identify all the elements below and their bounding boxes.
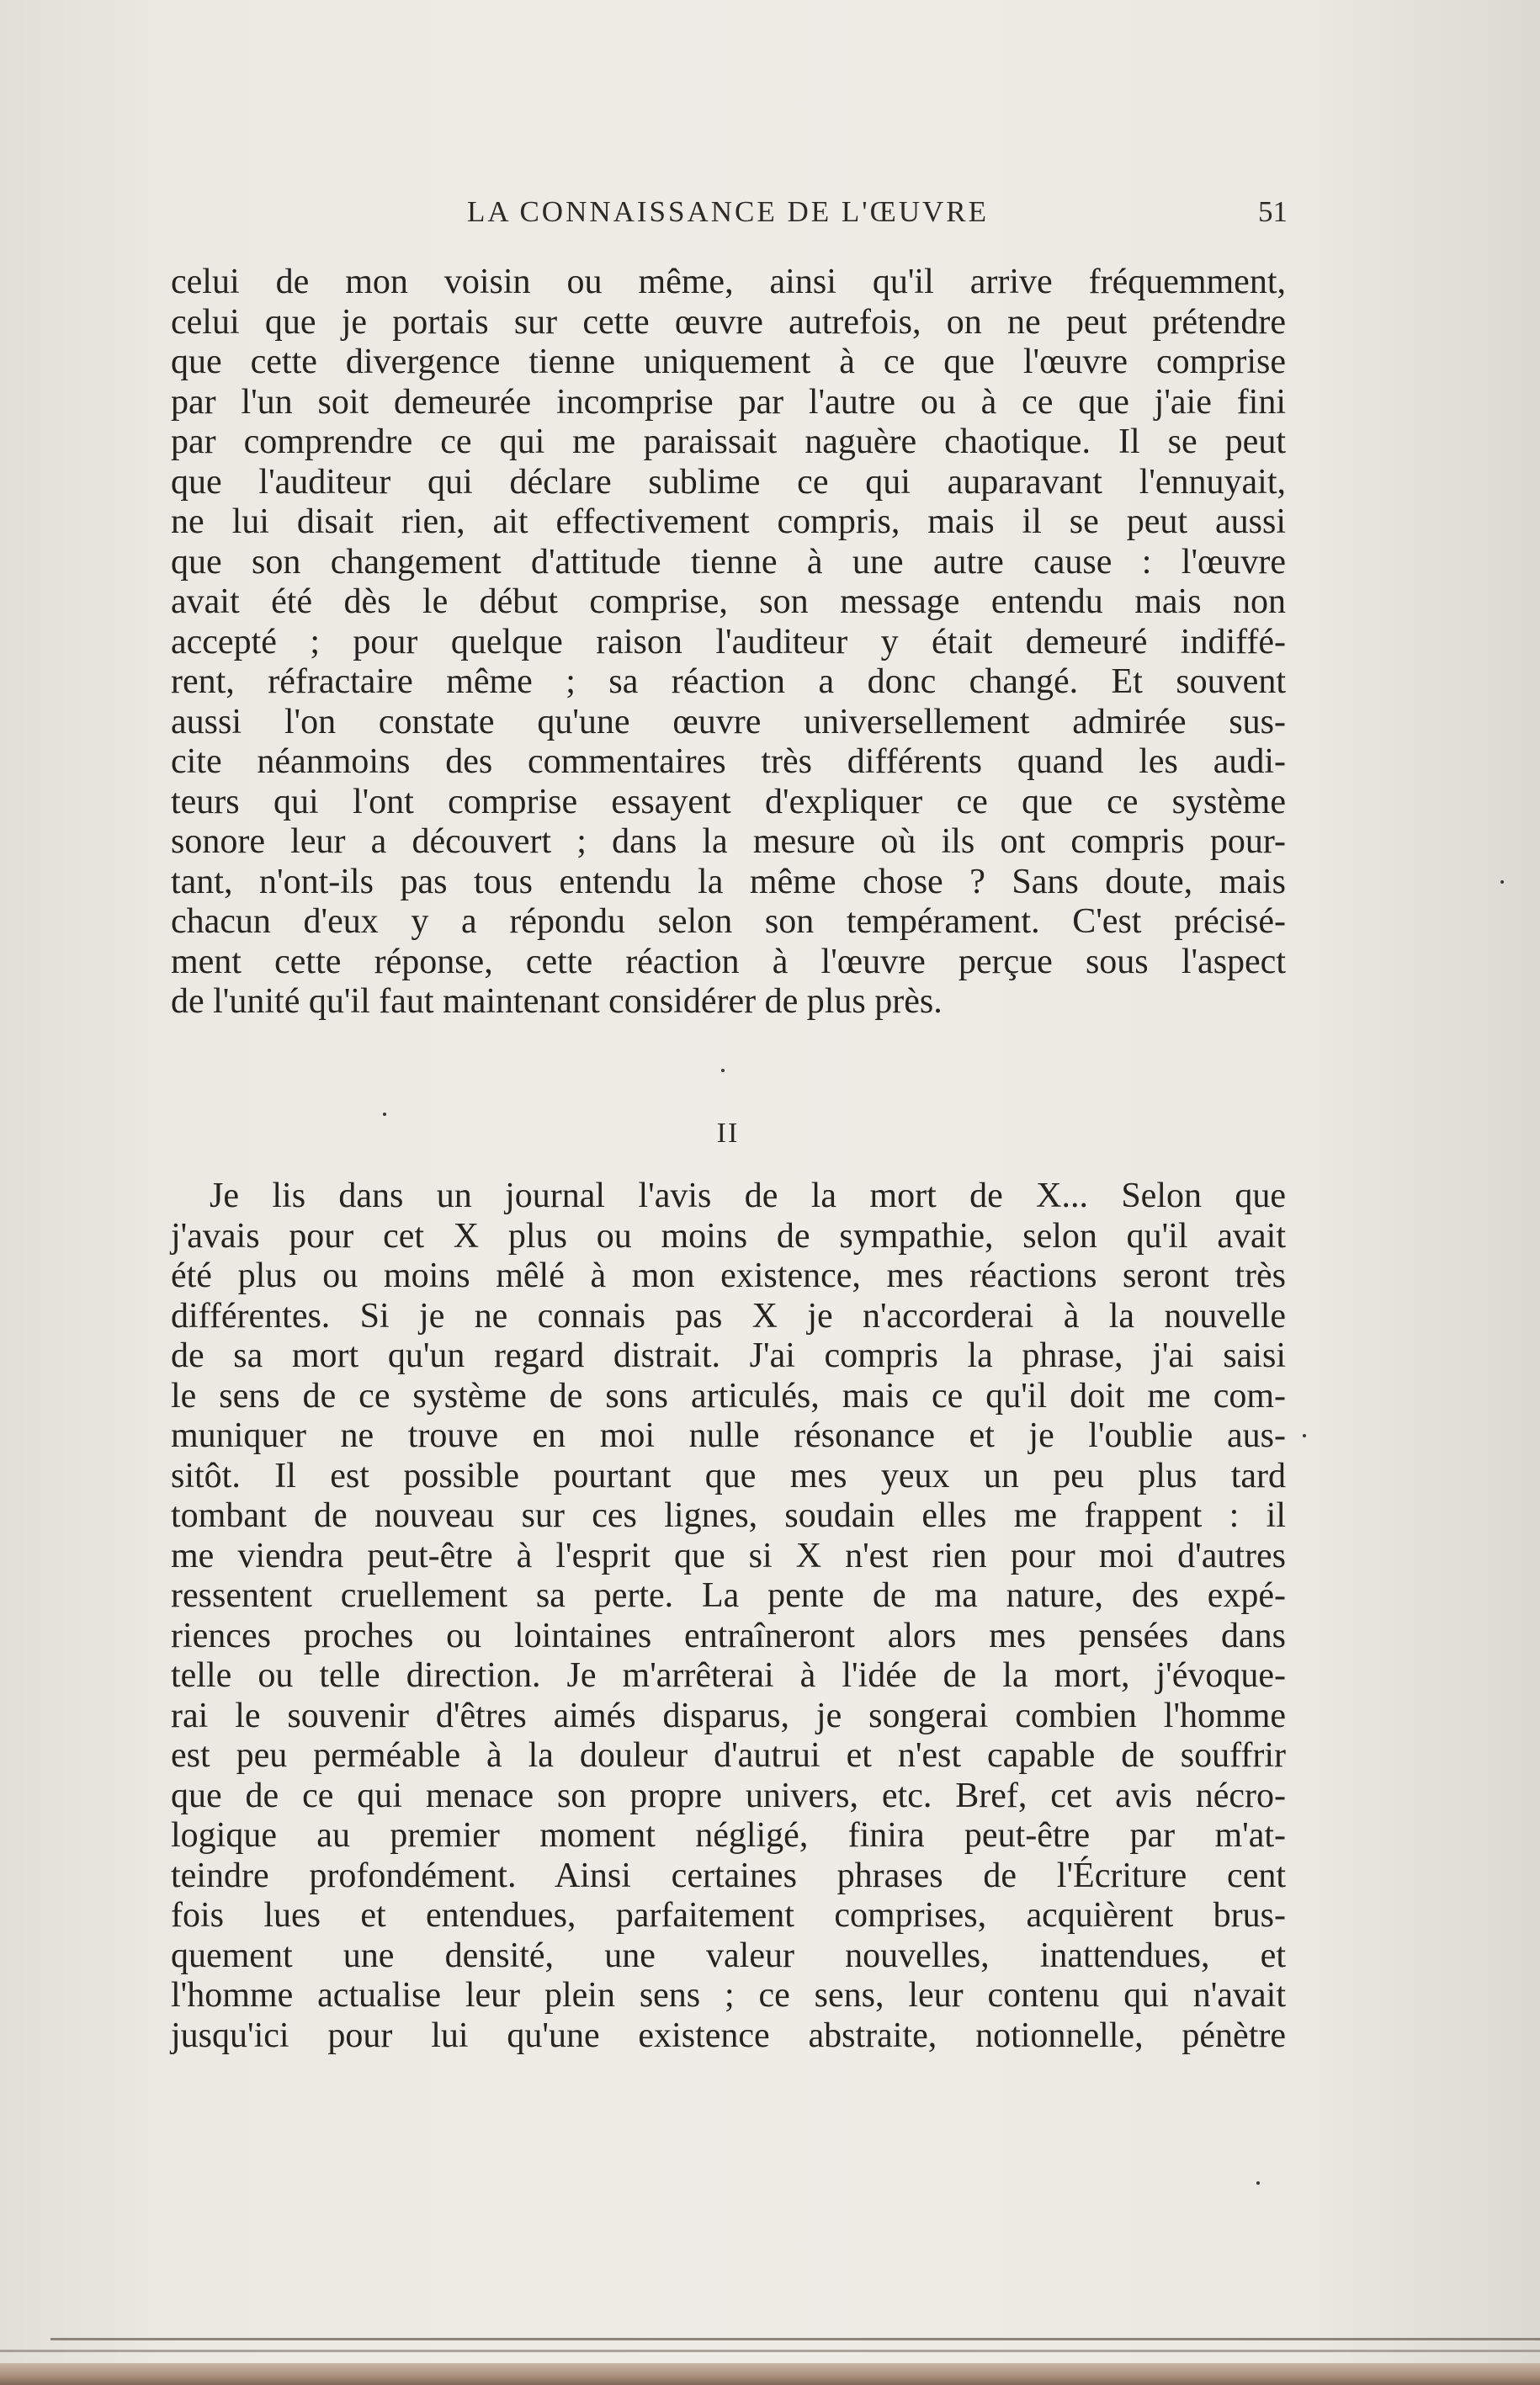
page-edge-line bbox=[0, 2350, 1540, 2352]
text-line: riences proches ou lointaines entraîneront alors mes pensées dans bbox=[171, 1616, 1286, 1655]
text-line: fois lues et entendues, parfaitement comprises, acquièrent brus- bbox=[171, 1896, 1286, 1935]
page-header bbox=[168, 195, 1288, 237]
text-line: avait été dès le début comprise, son message entendu mais non bbox=[171, 582, 1286, 621]
text-line: celui que je portais sur cette œuvre autrefois, on ne peut prétendre bbox=[171, 302, 1286, 342]
text-line: logique au premier moment négligé, finira peut-être par m'at- bbox=[171, 1816, 1286, 1855]
text-line: ressentent cruellement sa perte. La pente de ma nature, des expé- bbox=[171, 1576, 1286, 1615]
text-line: rai le souvenir d'êtres aimés disparus, je songerai combien l'homme bbox=[171, 1696, 1286, 1735]
text-line: tombant de nouveau sur ces lignes, soudain elles me frappent : il bbox=[171, 1496, 1286, 1535]
text-line: cite néanmoins des commentaires très différents quand les audi- bbox=[171, 742, 1286, 781]
text-line: teindre profondément. Ainsi certaines phrases de l'Écriture cent bbox=[171, 1856, 1286, 1895]
text-line: sonore leur a découvert ; dans la mesure où ils ont compris pour- bbox=[171, 822, 1286, 861]
paragraph-1 bbox=[171, 263, 1286, 1023]
text-line: sitôt. Il est possible pourtant que mes yeux un peu plus tard bbox=[171, 1456, 1286, 1495]
section-number: II bbox=[716, 1118, 740, 1149]
ink-speck bbox=[721, 1069, 725, 1072]
text-line: me viendra peut-être à l'esprit que si X n'est rien pour moi d'autres bbox=[171, 1536, 1286, 1575]
text-line: de sa mort qu'un regard distrait. J'ai compris la phrase, j'ai saisi bbox=[171, 1336, 1286, 1375]
text-line: muniquer ne trouve en moi nulle résonance et je l'oublie aus- bbox=[171, 1416, 1286, 1455]
text-line: que cette divergence tienne uniquement à ce que l'œuvre comprise bbox=[171, 343, 1286, 381]
text-line: que son changement d'attitude tienne à une autre cause : l'œuvre bbox=[171, 542, 1286, 582]
text-line: rent, réfractaire même ; sa réaction a donc changé. Et souvent bbox=[171, 662, 1286, 701]
ink-speck bbox=[1500, 880, 1504, 884]
text-line: Je lis dans un journal l'avis de la mort de X... Selon que bbox=[210, 1177, 1286, 1215]
text-line: de l'unité qu'il faut maintenant considérer de plus près. bbox=[171, 982, 943, 1021]
text-line: accepté ; pour quelque raison l'auditeur y était demeuré indiffé- bbox=[171, 622, 1286, 661]
text-line: chacun d'eux y a répondu selon son tempérament. C'est précisé- bbox=[171, 902, 1286, 941]
text-line: aussi l'on constate qu'une œuvre universellement admirée sus- bbox=[171, 702, 1286, 741]
text-line: quement une densité, une valeur nouvelles, inattendues, et bbox=[171, 1936, 1286, 1975]
ink-speck bbox=[383, 1113, 386, 1116]
text-line: que de ce qui menace son propre univers, etc. Bref, cet avis nécro- bbox=[171, 1776, 1286, 1815]
text-line: telle ou telle direction. Je m'arrêterai à l'idée de la mort, j'évoque- bbox=[171, 1656, 1286, 1695]
text-line: été plus ou moins mêlé à mon existence, mes réactions seront très bbox=[171, 1256, 1286, 1295]
ink-speck bbox=[1303, 1434, 1306, 1437]
text-line: celui de mon voisin ou même, ainsi qu'il arrive fréquemment, bbox=[171, 263, 1286, 301]
text-line: ment cette réponse, cette réaction à l'œuvre perçue sous l'aspect bbox=[171, 942, 1286, 981]
running-head: LA CONNAISSANCE DE L'ŒUVRE bbox=[466, 195, 990, 228]
page-edge-line bbox=[50, 2338, 1540, 2340]
text-line: est peu perméable à la douleur d'autrui et n'est capable de souffrir bbox=[171, 1736, 1286, 1775]
page-edge-band bbox=[0, 2363, 1540, 2385]
text-line: que l'auditeur qui déclare sublime ce qui auparavant l'ennuyait, bbox=[171, 462, 1286, 502]
text-line: par l'un soit demeurée incomprise par l'autre ou à ce que j'aie fini bbox=[171, 382, 1286, 422]
text-line: jusqu'ici pour lui qu'une existence abstraite, notionnelle, pénètre bbox=[171, 2016, 1286, 2055]
text-line: par comprendre ce qui me paraissait naguère chaotique. Il se peut bbox=[171, 422, 1286, 461]
text-line: le sens de ce système de sons articulés, mais ce qu'il doit me com- bbox=[171, 1376, 1286, 1416]
text-line: tant, n'ont-ils pas tous entendu la même chose ? Sans doute, mais bbox=[171, 862, 1286, 901]
text-line: j'avais pour cet X plus ou moins de sympathie, selon qu'il avait bbox=[171, 1216, 1286, 1256]
paragraph-2 bbox=[171, 1177, 1286, 2056]
page-number: 51 bbox=[1258, 195, 1288, 228]
text-line: différentes. Si je ne connais pas X je n'accorderai à la nouvelle bbox=[171, 1296, 1286, 1336]
text-line: teurs qui l'ont comprise essayent d'expliquer ce que ce système bbox=[171, 782, 1286, 821]
text-line: ne lui disait rien, ait effectivement compris, mais il se peut aussi bbox=[171, 502, 1286, 541]
ink-speck bbox=[1256, 2181, 1260, 2185]
text-line: l'homme actualise leur plein sens ; ce sens, leur contenu qui n'avait bbox=[171, 1976, 1286, 2015]
